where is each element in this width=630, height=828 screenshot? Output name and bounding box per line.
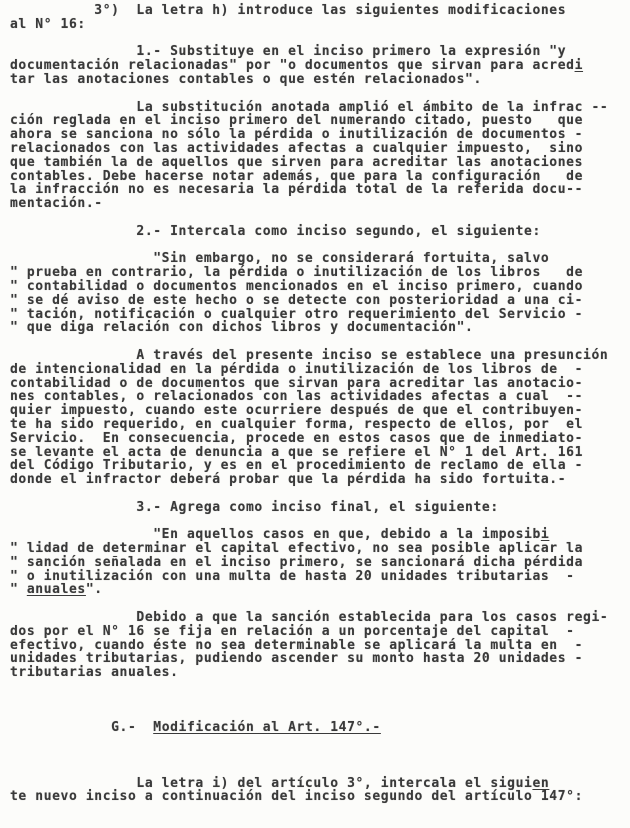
text-line: " que diga relación con dichos libros y documentación".: [10, 320, 474, 336]
text-line: de intencionalidad en la pérdida o inutilización de los libros de -: [10, 361, 584, 377]
text-line: donde el infractor deberá probar que la pérdida ha sido fortuita.-: [10, 472, 567, 488]
text-line: " lidad de determinar el capital efectivo, no sea posible aplicar la: [10, 541, 584, 557]
text-line: [10, 597, 630, 611]
text-line: te ha sido requerido, en cualquier forma, respecto de ellos, por el: [10, 416, 584, 432]
underlined-text: i: [574, 58, 584, 74]
underlined-text: anuales: [26, 582, 86, 598]
text-line: contabilidad o de documentos que sirvan para acreditar las anotacio-: [10, 375, 584, 391]
text-line: [10, 694, 630, 708]
document-body: [10, 4, 630, 804]
text-line: [10, 583, 630, 597]
text-line: 1.- Substituye en el inciso primero la expresión "y: [10, 44, 567, 60]
text-line: [10, 680, 630, 694]
text-line: "Sin embargo, no se considerará fortuita, salvo: [10, 251, 550, 267]
text-line: " tación, notificación o cualquier otro requerimiento del Servicio -: [10, 306, 584, 322]
text-line: al N° 16:: [10, 16, 86, 32]
text-line: [10, 749, 630, 763]
text-line: relacionados con las actividades afectas a cualquier impuesto, sino: [10, 140, 584, 156]
text-line: del Código Tributario, y es en el procedimiento de reclamo de ella -: [10, 458, 584, 474]
text-line: ción reglada en el inciso primero del numerando citado, puesto que: [10, 113, 584, 129]
text-line: la infracción no es necesaria la pérdida total de la referida docu--: [10, 182, 584, 198]
text-segment: documentación relacionadas" por "o documentos que sirvan para acred: [10, 58, 575, 74]
text-line: [10, 735, 630, 749]
text-line: La substitución anotada amplió el ámbito de la infrac --: [10, 99, 609, 115]
text-line: nes contables, o relacionados con las actividades afectas a cual --: [10, 389, 584, 405]
text-line: " se dé aviso de este hecho o se detecte con posterioridad a una ci-: [10, 292, 584, 308]
text-line: [10, 721, 630, 735]
text-line: " sanción señalada en el inciso primero, se sancionará dicha pérdida: [10, 554, 584, 570]
underlined-text: Modificación al Art. 147°.-: [153, 720, 381, 736]
text-line: mentación.-: [10, 196, 103, 212]
text-segment: ": [10, 582, 27, 598]
text-line: [10, 59, 630, 73]
text-line: tributarias anuales.: [10, 665, 179, 681]
text-segment: La letra i) del artículo 3°, intercala el sigui: [10, 775, 533, 791]
text-line: " o inutilización con una multa de hasta 20 unidades tributarias -: [10, 568, 575, 584]
text-line: tar las anotaciones contables o que estén relacionados".: [10, 71, 482, 87]
underlined-text: en: [532, 775, 550, 791]
text-line: 3°) La letra h) introduce las siguientes modificaciones: [10, 3, 567, 18]
text-line: " prueba en contrario, la pérdida o inutilización de los libros de: [10, 265, 584, 281]
text-line: 3.- Agrega como inciso final, el siguiente:: [10, 499, 499, 515]
text-line: unidades tributarias, pudiendo ascender su monto hasta 20 unidades -: [10, 651, 584, 667]
text-line: [10, 487, 630, 501]
text-line: " contabilidad o documentos mencionados en el inciso primero, cuando: [10, 278, 584, 294]
text-line: [10, 211, 630, 225]
text-line: 2.- Intercala como inciso segundo, el siguiente:: [10, 223, 541, 239]
text-line: que también la de aquellos que sirven para acreditar las anotaciones: [10, 154, 584, 170]
text-segment: "En aquellos casos en que, debido a la imposib: [10, 527, 541, 543]
text-line: Debido a que la sanción establecida para los casos regi-: [10, 610, 609, 626]
text-line: se levante el acta de denuncia a que se refiere el N° 1 del Art. 161: [10, 444, 584, 460]
text-line: [10, 87, 630, 101]
text-line: quier impuesto, cuando este ocurriere después de que el contribuyen-: [10, 403, 584, 419]
text-line: [10, 763, 630, 777]
text-segment: G.-: [10, 720, 154, 736]
text-line: efectivo, cuando éste no sea determinable se aplicará la multa en -: [10, 637, 584, 653]
text-line: ahora se sanciona no sólo la pérdida o inutilización de documentos -: [10, 127, 584, 143]
underlined-text: i: [540, 527, 550, 543]
text-line: [10, 528, 630, 542]
text-line: dos por el N° 16 se fija en relación a un porcentaje del capital -: [10, 623, 575, 639]
text-line: A través del presente inciso se establece una presunción: [10, 347, 609, 363]
text-line: Servicio. En consecuencia, procede en estos casos que de inmediato-: [10, 430, 584, 446]
text-line: [10, 335, 630, 349]
text-line: te nuevo inciso a continuación del inciso segundo del artículo 147°:: [10, 789, 584, 805]
text-segment: ".: [85, 582, 103, 598]
text-line: contables. Debe hacerse notar además, que para la configuración de: [10, 168, 584, 184]
